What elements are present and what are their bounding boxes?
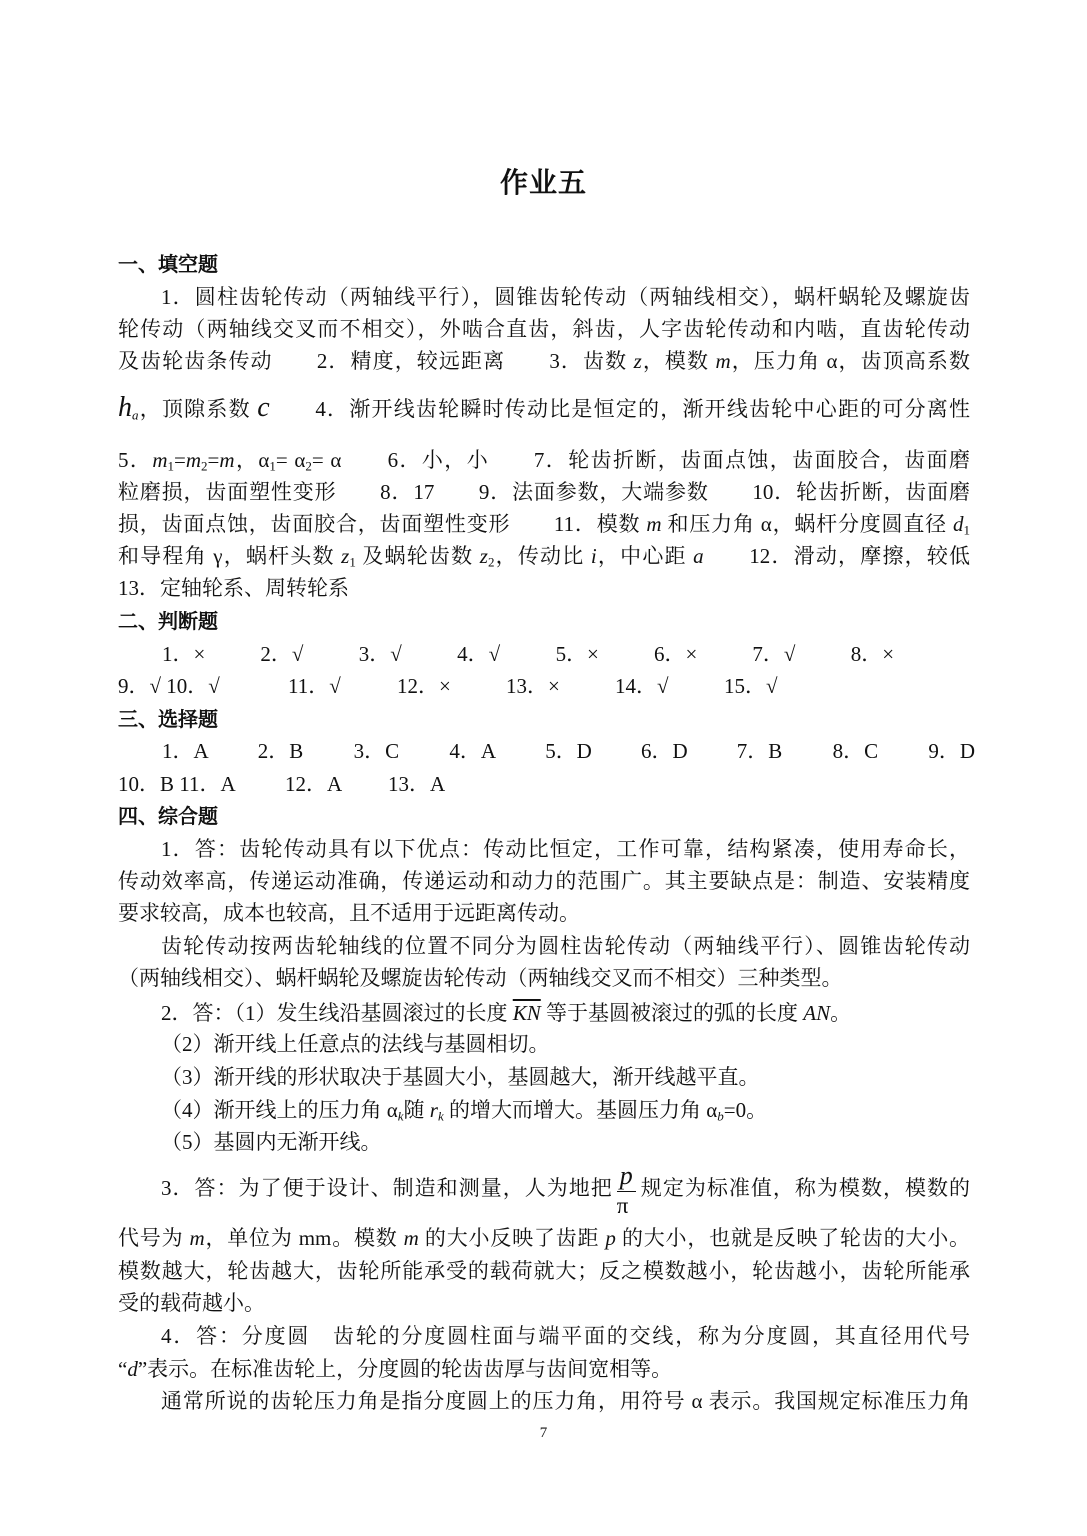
text-run: 4．渐开线齿轮瞬时传动比是恒定的，渐开线齿轮中心距的可分离性 [269, 397, 971, 421]
text-run: 12．滑动，摩擦，较低 [703, 544, 971, 568]
text-run: ，α [234, 448, 270, 472]
answer-row [118, 670, 833, 702]
section-heading-multiple-choice: 三、选择题 [118, 707, 218, 731]
text-run: 和压力角 α，蜗杆分度圆直径 [661, 512, 953, 536]
answer-line [118, 1160, 971, 1219]
answer-item: 15．√ [724, 674, 778, 698]
text-run: ，压力角 α，齿顶高系数 [730, 349, 970, 373]
text-run: （2）渐开线上任意点的法线与基圆相切。 [161, 1032, 550, 1056]
text-run: 2．答：（1）发生线沿基圆滚过的长度 [161, 1001, 513, 1025]
text-run: 齿轮传动按两齿轮轴线的位置不同分为圆柱齿轮传动（两轴线平行）、圆锥齿轮传动 [161, 934, 970, 958]
answer-item: 4．√ [457, 642, 501, 666]
subscript: 2 [487, 554, 495, 570]
text-run: ，模数 [641, 349, 716, 373]
text-run: 轮传动（两轴线交叉而不相交），外啮合直齿，斜齿，人字齿轮传动和内啮，直齿轮传动 [118, 317, 970, 341]
text-run: 5． [118, 448, 153, 472]
text-run: “ [118, 1357, 128, 1381]
answer-line [118, 281, 970, 313]
answer-line [118, 1320, 970, 1352]
answer-line [118, 1126, 970, 1158]
text-run: （5）基圆内无渐开线。 [161, 1130, 382, 1154]
math-variable: m [646, 512, 662, 536]
answer-line [118, 962, 970, 994]
subscript: k [397, 1108, 404, 1124]
answer-line [118, 1028, 970, 1060]
text-run: 的大小，也就是反映了轮齿的大小。 [615, 1226, 971, 1250]
subscript: k [437, 1108, 444, 1124]
text-run: 13．定轴轮系、周转轮系 [118, 576, 349, 600]
text-run: 4．答：分度圆 齿轮的分度圆柱面与端平面的交线，称为分度圆，其直径用代号 [161, 1324, 970, 1348]
answer-line [118, 540, 970, 572]
answer-item: 8．C [832, 739, 879, 763]
answer-line [118, 572, 970, 604]
math-variable: m [152, 448, 168, 472]
text-run: 1．答：齿轮传动具有以下优点：传动比恒定，工作可靠，结构紧凑，使用寿命长， [161, 837, 970, 861]
answer-line [118, 1255, 970, 1287]
answer-line [118, 345, 970, 377]
text-run: 要求较高，成本也较高，且不适用于远距离传动。 [118, 901, 580, 925]
math-variable: a [693, 544, 704, 568]
text-run: 及齿轮齿条传动 2．精度，较远距离 3．齿数 [118, 349, 634, 373]
answer-line [118, 393, 970, 425]
text-run: =0。 [723, 1098, 768, 1122]
section-heading-fill-blank: 一、填空题 [118, 252, 218, 276]
answer-item: 3．√ [358, 642, 402, 666]
text-run: ，中心距 [596, 544, 694, 568]
text-run: （3）渐开线的形状取决于基圆大小，基圆越大，渐开线越平直。 [161, 1065, 760, 1089]
subscript: 1 [269, 458, 276, 474]
text-run: = [174, 448, 186, 472]
answer-item: 14．√ [615, 674, 669, 698]
text-run: = α [275, 448, 306, 472]
answer-item: 9．D [928, 739, 976, 763]
answer-item: 11．√ [288, 674, 341, 698]
text-run: 粒磨损，齿面塑性变形 8．17 9．法面参数，大端参数 10．轮齿折断，齿面磨 [118, 480, 970, 504]
math-variable: c [257, 392, 270, 423]
answer-line [118, 1353, 970, 1385]
answer-item: 6．D [640, 739, 688, 763]
answer-item: 2．B [257, 739, 304, 763]
answer-row [162, 735, 1024, 767]
math-variable: z [633, 349, 642, 373]
answer-line [118, 930, 970, 962]
answer-item: 8．× [850, 642, 895, 666]
subscript: 1 [349, 554, 356, 570]
answer-item: 13．A [388, 772, 446, 796]
answer-row [162, 638, 949, 670]
subscript: 1 [963, 522, 970, 538]
answer-line [118, 476, 970, 508]
text-run: 传动效率高，传递运动准确，传递运动和动力的范围广。其主要缺点是：制造、安装精度 [118, 869, 970, 893]
answer-line [118, 1094, 970, 1126]
text-run: ，传动比 [494, 544, 591, 568]
math-variable: z [341, 544, 350, 568]
page-title: 作业五 [499, 166, 587, 199]
math-variable: AN [803, 1001, 831, 1025]
answer-line [118, 313, 970, 345]
answer-item: 5．D [545, 739, 592, 763]
text-run: 损，齿面点蚀，齿面胶合，齿面塑性变形 11．模数 [118, 512, 647, 536]
subscript: 2 [201, 458, 208, 474]
text-run: ，顶隙系数 [138, 397, 258, 421]
math-variable: h [118, 392, 132, 423]
text-run: 通常所说的齿轮压力角是指分度圆上的压力角，用符号 α 表示。我国规定标准压力角 [161, 1389, 970, 1413]
section-heading-comprehensive: 四、综合题 [118, 804, 218, 828]
text-run: 和导程角 γ，蜗杆头数 [118, 544, 342, 568]
answer-line [118, 997, 970, 1029]
text-run: ，单位为 mm。模数 [204, 1226, 404, 1250]
fraction [617, 1163, 636, 1217]
text-run: 代号为 [118, 1226, 190, 1250]
text-run: 等于基圆被滚过的弧的长度 [540, 1001, 804, 1025]
text-run: 受的载荷越小。 [118, 1291, 265, 1315]
text-run: 3．答：为了便于设计、制造和测量，人为地把 [161, 1176, 613, 1200]
answer-item: 3．C [353, 739, 400, 763]
math-variable: m [185, 448, 202, 472]
answer-item: 4．A [449, 739, 497, 763]
subscript: b [717, 1108, 724, 1124]
answer-item: 6．× [653, 642, 698, 666]
math-variable: d [952, 512, 964, 536]
answer-item: 7．B [736, 739, 783, 763]
section-heading-true-false: 二、判断题 [118, 609, 218, 633]
answer-line [118, 1287, 970, 1319]
text-run: （4）渐开线上的压力角 α [161, 1098, 398, 1122]
text-run: 模数越大，轮齿越大，齿轮所能承受的载荷就大；反之模数越小，轮齿越小，齿轮所能承 [118, 1259, 970, 1283]
answer-line [118, 444, 970, 476]
text-run: 1．圆柱齿轮传动（两轴线平行），圆锥齿轮传动（两轴线相交），蜗杆蜗轮及螺旋齿 [161, 285, 970, 309]
answer-item: 13．× [506, 674, 560, 698]
math-variable: m [219, 448, 235, 472]
answer-line [118, 1385, 970, 1417]
math-variable: r [429, 1098, 438, 1122]
answer-line [118, 897, 970, 929]
text-run: 规定为标准值，称为模数，模数的 [639, 1176, 971, 1200]
math-variable: m [715, 349, 731, 373]
answer-item: 12．× [397, 674, 451, 698]
answer-item: 1．× [162, 642, 206, 666]
text-run: 及蜗轮齿数 [355, 544, 480, 568]
text-run: = [207, 448, 220, 472]
answer-line [118, 1061, 970, 1093]
text-run: 。 [830, 1001, 852, 1025]
subscript: 2 [305, 458, 312, 474]
text-run: 随 [403, 1098, 430, 1122]
text-run: = α 6．小，小 7．轮齿折断，齿面点蚀，齿面胶合，齿面磨 [311, 448, 970, 472]
answer-row [118, 768, 491, 800]
answer-line [118, 508, 970, 540]
math-variable: m [403, 1226, 419, 1250]
answer-item: 10．B 11．A [118, 772, 236, 796]
subscript: a [132, 407, 139, 423]
math-variable: d [127, 1357, 138, 1381]
answer-item: 5．× [555, 642, 599, 666]
math-variable: i [590, 544, 597, 568]
fraction-numerator: p [617, 1163, 636, 1192]
text-run: 的大小反映了齿距 [418, 1226, 606, 1250]
answer-item: 12．A [285, 772, 343, 796]
math-variable: $\overline{KN}$ [512, 1001, 541, 1025]
text-run: （两轴线相交）、蜗杆蜗轮及螺旋齿轮传动（两轴线交叉而不相交）三种类型。 [118, 966, 843, 990]
text-run: ”表示。在标准齿轮上，分度圆的轮齿齿厚与齿间宽相等。 [137, 1357, 673, 1381]
page-number: 7 [539, 1425, 548, 1441]
answer-line [118, 1222, 970, 1254]
subscript: 1 [167, 458, 174, 474]
text-run: 的增大而增大。基圆压力角 α [443, 1098, 718, 1122]
math-variable: m [189, 1226, 205, 1250]
math-variable: p [605, 1226, 616, 1250]
answer-item: 2．√ [260, 642, 304, 666]
answer-item: 9．√ 10．√ [118, 674, 220, 698]
math-variable: z [479, 544, 488, 568]
answer-item: 1．A [162, 739, 209, 763]
answer-item: 7．√ [752, 642, 796, 666]
fraction-denominator: π [616, 1193, 629, 1219]
answer-line [118, 833, 970, 865]
answer-line [118, 865, 970, 897]
